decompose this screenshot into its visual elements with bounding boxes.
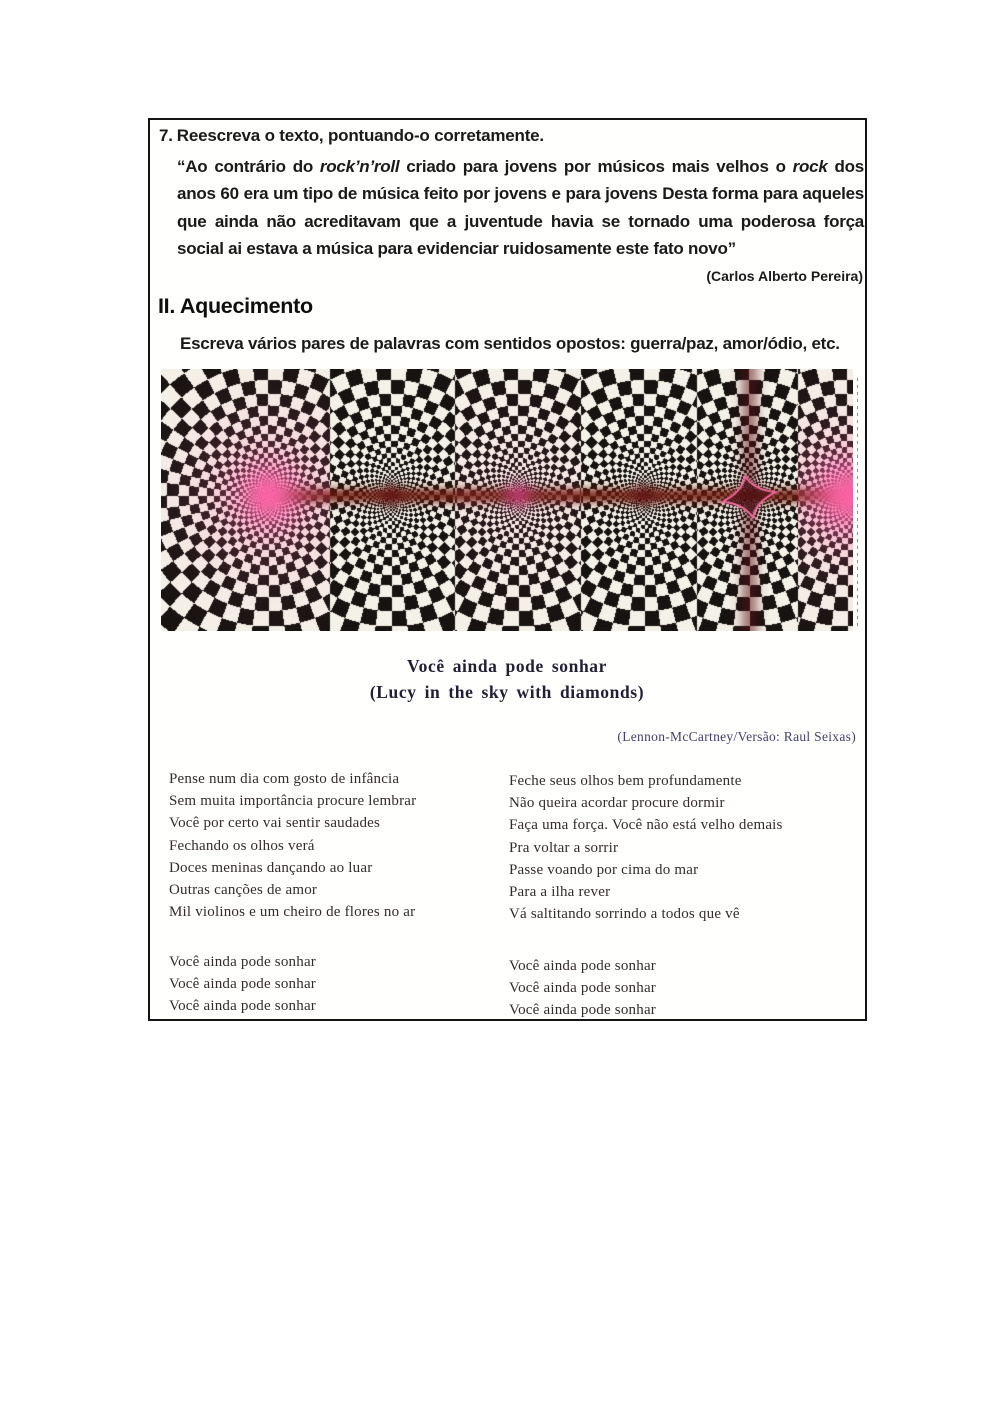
lyrics-refrain-right — [509, 955, 656, 1022]
lyric-line: Você ainda pode sonhar — [509, 1002, 656, 1019]
quote-part-2-italic: rock’n’roll — [319, 157, 400, 176]
lyric-line: Sem muita importância procure lembrar — [169, 793, 417, 810]
section-instruction: Escreva vários pares de palavras com sentidos opostos: guerra/paz, amor/ódio, etc. — [180, 334, 840, 353]
lyric-line: Feche seus olhos bem profundamente — [509, 773, 742, 789]
quote-part-1: “Ao contrário do — [177, 157, 320, 176]
quote-part-3: criado para jovens por músicos mais velhos o — [399, 157, 793, 176]
lyrics-verse-right — [509, 770, 783, 925]
lyric-line: Passe voando por cima do mar — [509, 861, 699, 878]
op-art-image — [161, 369, 853, 631]
lyric-line: Faça uma força. Você não está velho demais — [509, 817, 783, 834]
lyric-line: Você ainda pode sonhar — [169, 954, 316, 970]
lyric-line: Vá saltitando sorrindo a todos que vê — [509, 906, 740, 923]
lyric-line: Você ainda pode sonhar — [169, 976, 316, 993]
lyric-line: Você por certo vai sentir saudades — [169, 815, 381, 832]
lyric-line: Não queira acordar procure dormir — [509, 795, 725, 812]
song-credit: (Lennon-McCartney/Versão: Raul Seixas) — [617, 729, 856, 744]
song-subtitle: (Lucy in the sky with diamonds) — [369, 682, 645, 702]
image-side-credit — [857, 378, 858, 626]
exercise-number: 7. — [159, 126, 173, 145]
section-heading: II. Aquecimento — [158, 294, 313, 318]
lyrics-verse-left — [169, 768, 416, 923]
lyric-line: Para a ilha rever — [509, 884, 611, 901]
lyric-line: Você ainda pode sonhar — [169, 998, 316, 1015]
lyric-line: Pra voltar a sorrir — [509, 839, 619, 856]
lyric-line: Pense num dia com gosto de infância — [169, 771, 400, 787]
song-title: Você ainda pode sonhar — [407, 656, 607, 676]
song-title-block — [161, 653, 853, 705]
lyric-line: Você ainda pode sonhar — [509, 980, 656, 997]
quote-attribution: (Carlos Alberto Pereira) — [706, 268, 863, 284]
exercise-quote — [177, 153, 864, 263]
lyrics-refrain-left — [169, 951, 316, 1018]
lyric-line: Você ainda pode sonhar — [509, 958, 656, 974]
quote-part-5: dos anos 60 era um tipo de música feito por jovens e para jovens Desta forma para aqueles que ainda não acreditavam que a juventude havia se tornado uma poderosa força social ai estava a música para evidenciar ruidosamente este fato novo” — [177, 157, 865, 259]
lyric-line: Doces meninas dançando ao luar — [169, 859, 373, 876]
lyric-line: Mil violinos e um cheiro de flores no ar — [169, 904, 416, 921]
quote-part-4-italic: rock — [792, 157, 828, 176]
lyric-line: Outras canções de amor — [169, 882, 318, 899]
exercise-7-prompt — [159, 126, 544, 146]
exercise-prompt-text: Reescreva o texto, pontuando-o corretamente. — [176, 126, 544, 145]
lyric-line: Fechando os olhos verá — [169, 837, 315, 854]
scanned-page — [148, 118, 867, 1021]
op-art-canvas — [161, 369, 853, 631]
